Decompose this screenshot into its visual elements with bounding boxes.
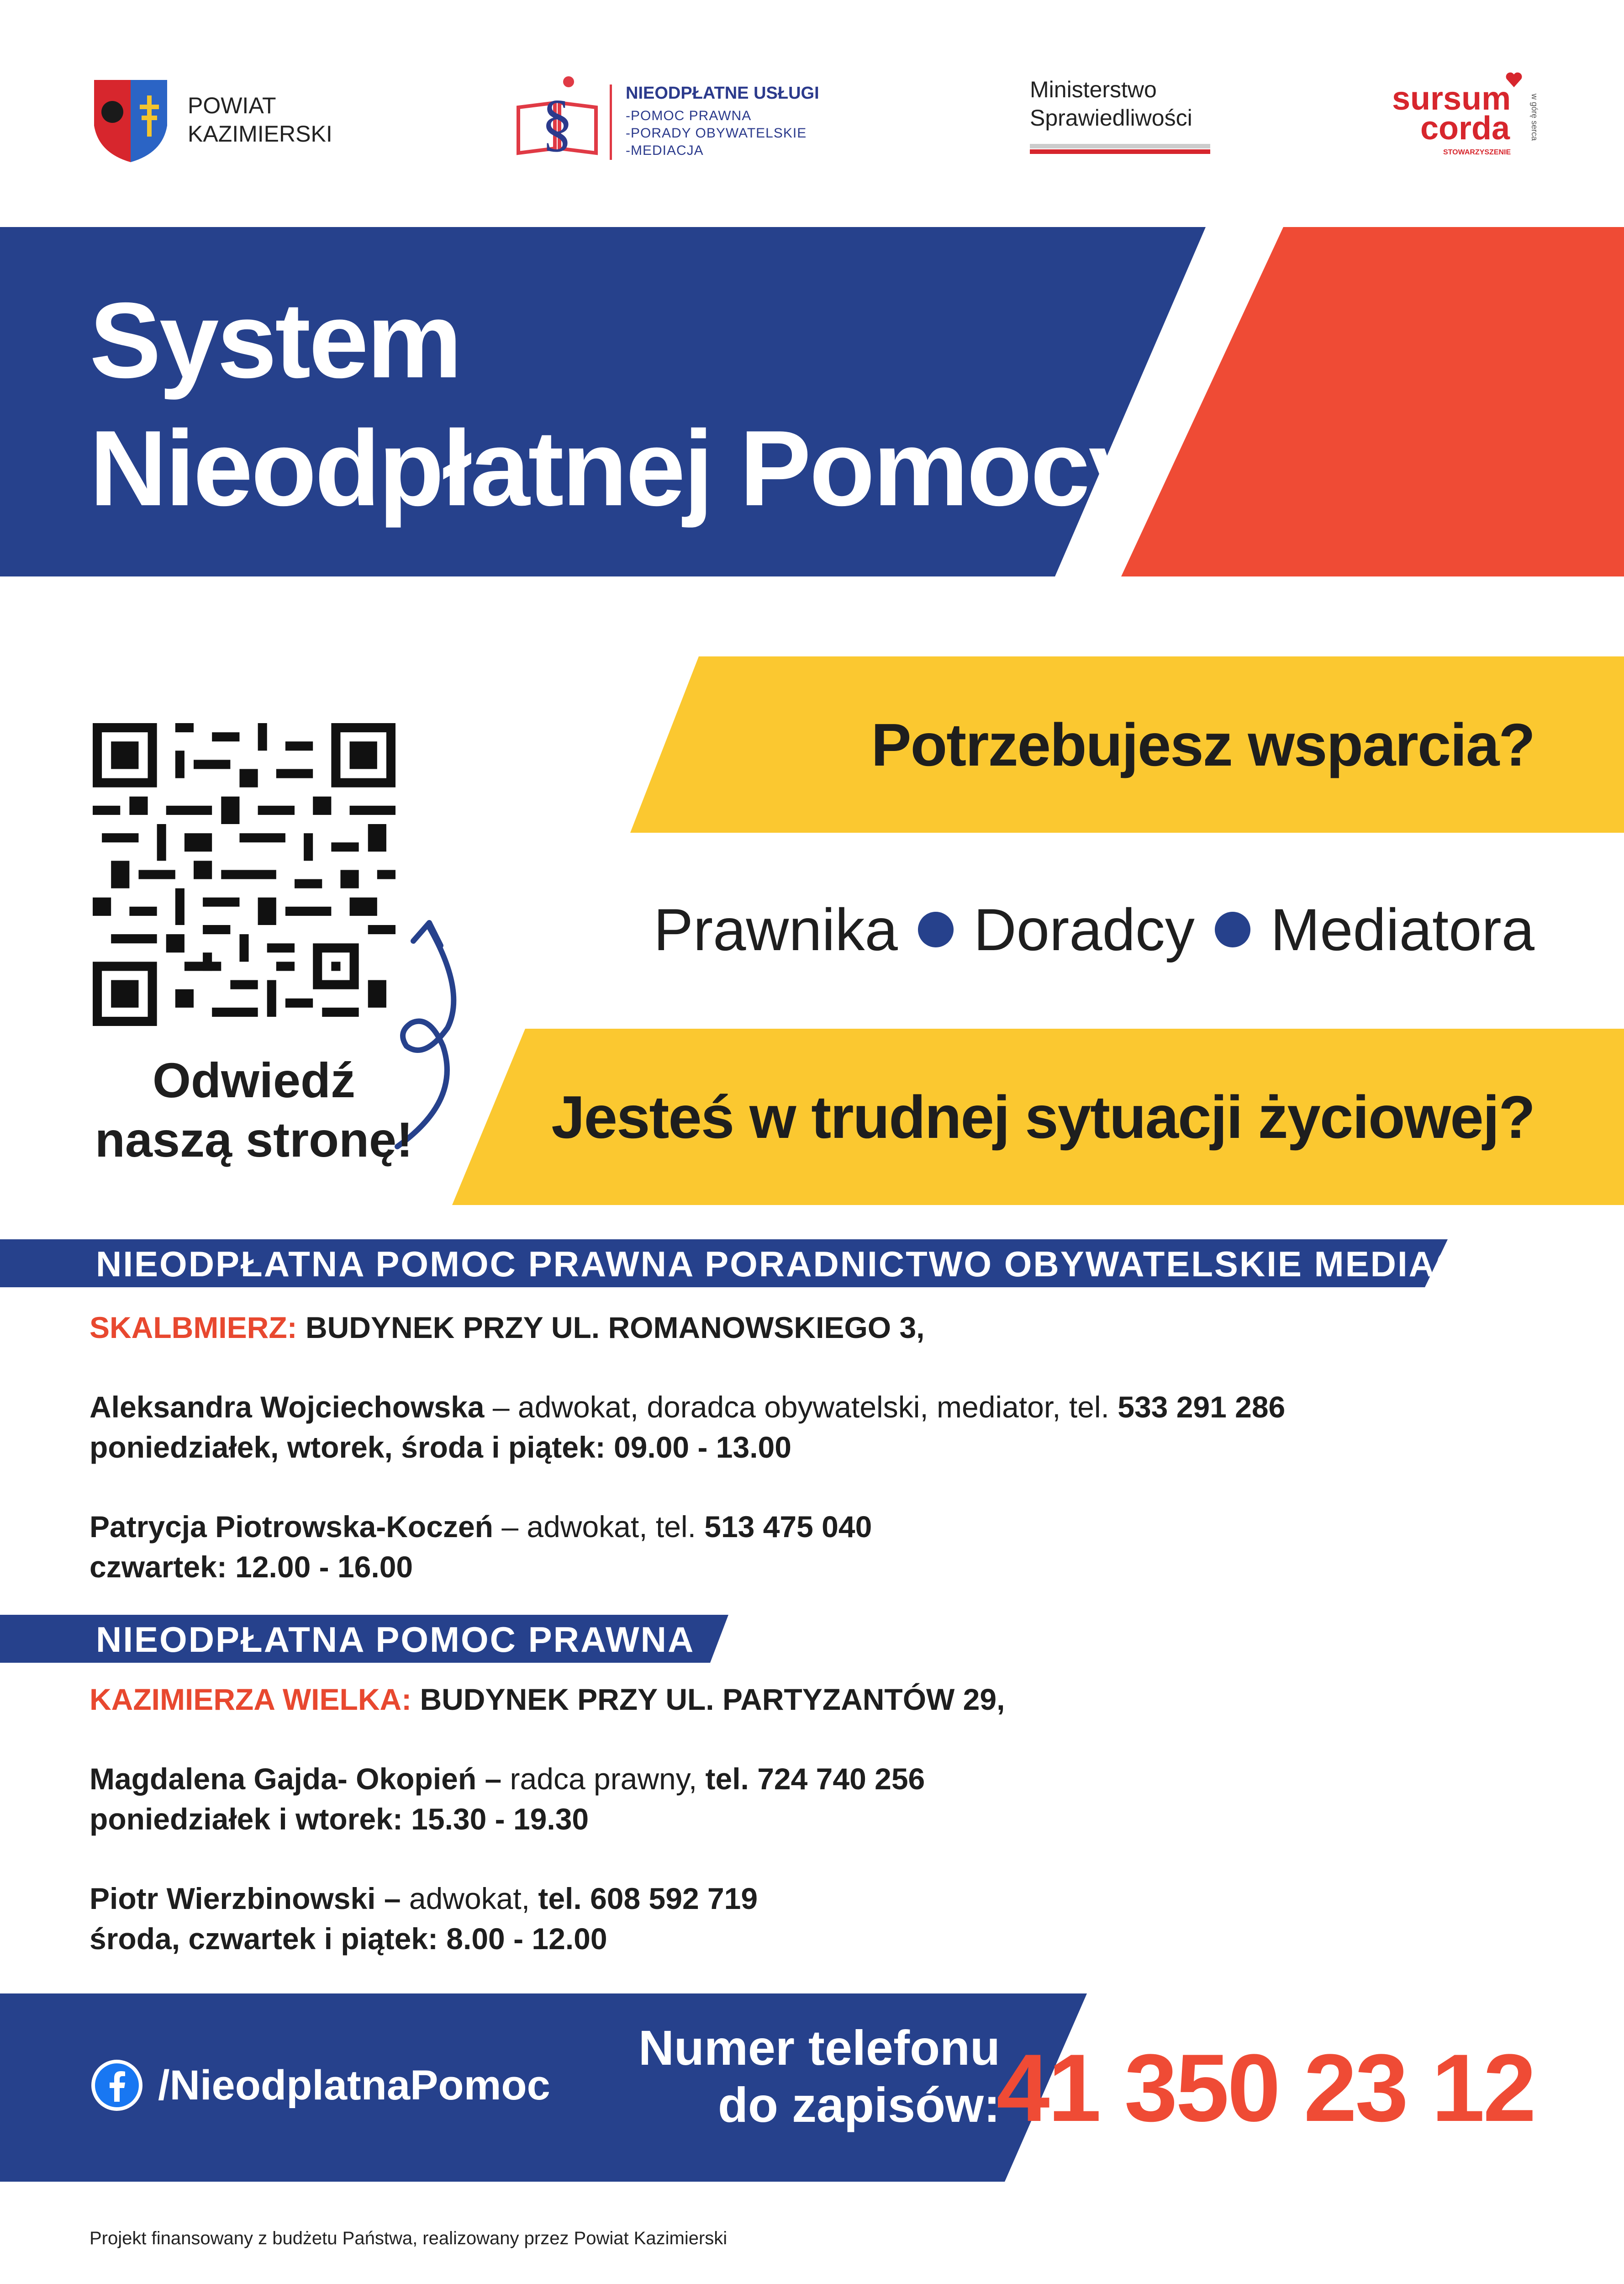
paragraph-book-icon [514,71,601,162]
nu-item-2: -PORADY OBYWATELSKIE [626,126,807,141]
section1-title: NIEODPŁATNA POMOC PRAWNA PORADNICTWO OBYWATELSKIE MEDIACJA [96,1244,1511,1284]
sursum-line2: corda [1420,110,1510,147]
funding-note: Projekt finansowany z budżetu Państwa, realizowany przez Powiat Kazimierski [90,2228,728,2248]
phone-label-line2: do zapisów: [718,2077,1000,2132]
section1-person1 [90,1387,1285,1427]
section1-place: SKALBMIERZ: [90,1311,297,1344]
person-name: Aleksandra Wojciechowska [90,1390,485,1424]
section2-person1-hours [90,1799,589,1839]
section2-title: NIEODPŁATNA POMOC PRAWNA [96,1619,695,1660]
person-name: Patrycja Piotrowska-Koczeń [90,1510,493,1544]
qr-code[interactable] [93,723,395,1026]
nu-title: NIEODPŁATNE USŁUGI [626,84,819,103]
visit-line2: naszą stronę! [95,1112,413,1167]
nu-item-1: -POMOC PRAWNA [626,108,752,123]
sursum-line1: sursum [1392,80,1511,117]
sursum-side: w górę serca [1530,94,1539,141]
ministry-line2: Sprawiedliwości [1030,105,1192,131]
section2-place: KAZIMIERZA WIELKA: [90,1682,412,1716]
roles-row [654,895,1534,964]
person-role: adwokat, [401,1882,538,1915]
ministry-logo [1030,75,1222,162]
facebook-icon [90,2058,144,2113]
person-phone: tel. 724 740 256 [705,1762,925,1796]
section2-person2-hours [90,1919,607,1959]
person-phone: 533 291 286 [1118,1390,1286,1424]
person-name: Magdalena Gajda- Okopień – [90,1762,502,1796]
section1-location [90,1307,925,1348]
bullet-dot-icon [1215,912,1250,947]
hero-title-line2: Nieodpłatnej Pomocy [90,408,1146,528]
person-role: – adwokat, doradca obywatelski, mediator, tel. [484,1390,1118,1424]
svg-text:§: § [541,87,573,158]
person-hours: środa, czwartek i piątek: 8.00 - 12.00 [90,1922,607,1956]
nieodplatne-uslugi-logo [514,71,861,162]
section2-person1 [90,1759,925,1799]
person-phone: tel. 608 592 719 [538,1882,758,1915]
powiat-logo [90,75,364,167]
section2-person2 [90,1878,758,1919]
person-name: Piotr Wierzbinowski – [90,1882,401,1915]
question-difficult-situation: Jesteś w trudnej sytuacji życiowej? [551,1084,1534,1151]
phone-number[interactable]: 41 350 23 12 [996,2034,1534,2141]
section1-address: BUDYNEK PRZY UL. ROMANOWSKIEGO 3, [297,1311,925,1344]
coat-of-arms-icon [90,75,172,167]
powiat-name-line1: POWIAT [188,93,276,118]
visit-line1: Odwiedź [152,1052,356,1108]
section2-location [90,1679,1005,1719]
person-hours: poniedziałek i wtorek: 15.30 - 19.30 [90,1802,589,1836]
ministry-line1: Ministerstwo [1030,77,1157,102]
person-hours: poniedziałek, wtorek, środa i piątek: 09.00 - 13.00 [90,1430,791,1464]
hero-title-line1: System [90,280,461,400]
phone-label-line1: Numer telefonu [638,2020,1000,2075]
powiat-name-line2: KAZIMIERSKI [188,121,332,147]
person-role: radca prawny, [501,1762,706,1796]
facebook-handle: /NieodplatnaPomoc [158,2062,550,2109]
section1-person2 [90,1507,872,1547]
question-need-support: Potrzebujesz wsparcia? [871,711,1534,778]
role-mediator: Mediatora [1270,896,1534,963]
sursum-sub: STOWARZYSZENIE [1443,148,1511,156]
facebook-link[interactable] [90,2058,550,2113]
nu-item-3: -MEDIACJA [626,143,704,158]
section1-person2-hours [90,1547,413,1587]
role-lawyer: Prawnika [654,896,898,963]
person-phone: 513 475 040 [704,1510,872,1544]
bullet-dot-icon [918,912,954,947]
sursum-corda-logo [1388,69,1544,174]
visit-website-text [90,1051,418,1169]
person-hours: czwartek: 12.00 - 16.00 [90,1550,413,1584]
section2-address: BUDYNEK PRZY UL. PARTYZANTÓW 29, [411,1682,1005,1716]
person-role: – adwokat, tel. [493,1510,705,1544]
role-advisor: Doradcy [973,896,1195,963]
phone-label [612,2019,1000,2133]
section1-person1-hours [90,1427,791,1467]
